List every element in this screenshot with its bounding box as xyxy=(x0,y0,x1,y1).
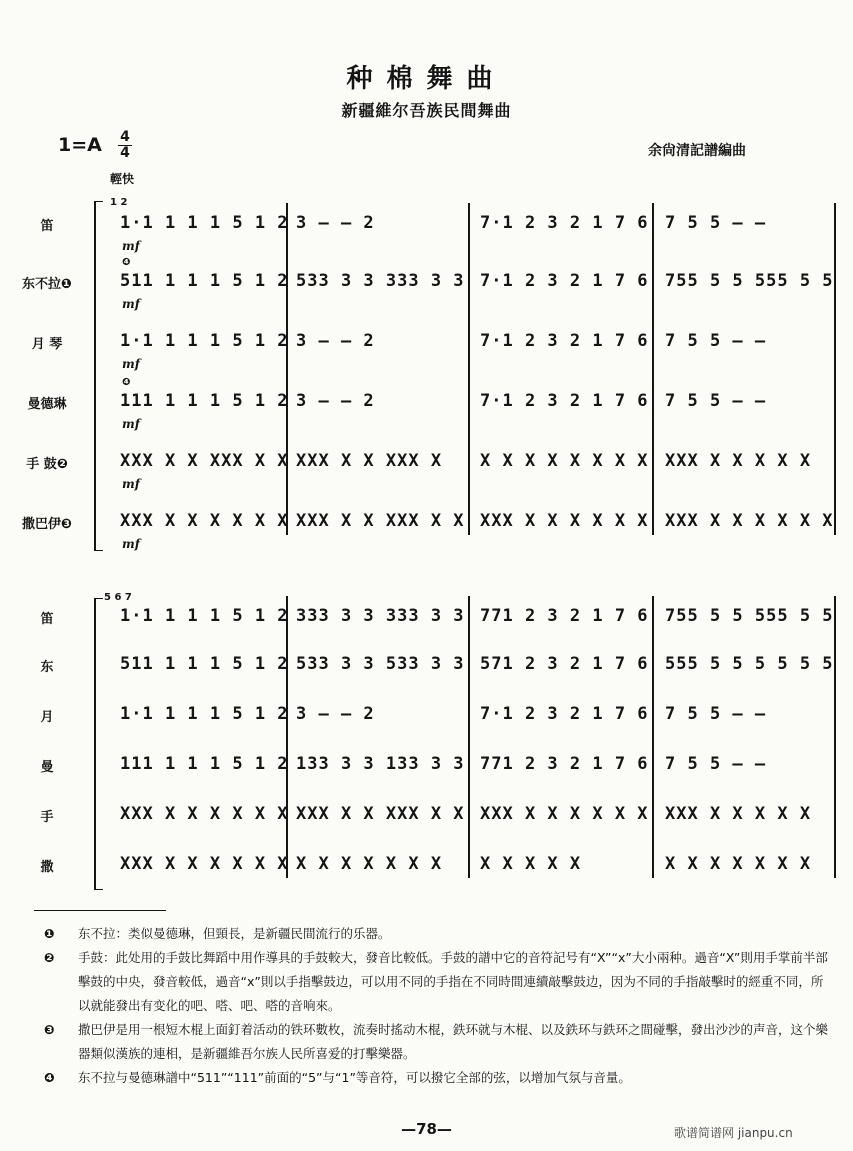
footnote-marker: ❹ xyxy=(122,377,131,388)
rehearsal-mark: 5 6 7 xyxy=(104,592,132,603)
dynamic-marking: mf xyxy=(122,477,140,491)
time-signature xyxy=(118,130,132,161)
footnote-text: 东不拉与曼德琳譜中“511”“111”前面的“5”与“1”等音符，可以撥它全部的弦，以增加气氛与音量。 xyxy=(78,1070,631,1085)
rehearsal-mark: 1 2 xyxy=(110,197,128,208)
measure: 7 5 5 – – xyxy=(665,391,767,411)
instrument-name: 月 xyxy=(40,710,54,725)
measure: X X X X X X X xyxy=(665,854,812,874)
footnote-number: ❷ xyxy=(44,950,55,965)
footnote-text: 东不拉：类似曼德琳，但頸長，是新疆民間流行的乐器。 xyxy=(78,926,391,941)
time-bottom: 4 xyxy=(120,145,130,161)
system-bracket xyxy=(94,598,103,890)
measure: XXX X X XXX X X xyxy=(296,511,465,531)
page-title: 种棉舞曲 xyxy=(346,64,507,94)
measure: 755 5 5 555 5 5 xyxy=(665,606,834,626)
measure: X X X X X xyxy=(480,854,582,874)
measure: 7 5 5 – – xyxy=(665,331,767,351)
footnote-number: ❶ xyxy=(44,926,55,941)
footnote-text: 撒巴伊是用一根短木棍上面釘着活动的铁环數枚，流奏时搖动木棍，鉄环就与木棍、以及鉄环与鉄环之間碰擊，發出沙沙的声音，这个樂器類似漢族的連相，是新疆維吾尔族人民所喜爱的打擊樂器。 xyxy=(78,1022,829,1061)
measure: 7·1 2 3 2 1 7 6 xyxy=(480,271,649,291)
measure: X X X X X X X xyxy=(296,854,443,874)
instrument-name: 手 鼓❷ xyxy=(26,457,68,472)
instrument-name: 笛 xyxy=(40,612,54,627)
measure: XXX X X XXX X X xyxy=(296,804,465,824)
page-subtitle: 新疆維尔吾族民間舞曲 xyxy=(341,101,512,120)
dynamic-marking: mf xyxy=(122,357,140,371)
footnote-marker: ❹ xyxy=(122,257,131,268)
key-signature: 1=A xyxy=(58,134,102,156)
tempo-marking: 輕快 xyxy=(110,172,135,186)
score-system-1 xyxy=(0,195,853,560)
dynamic-marking: mf xyxy=(122,239,140,253)
dynamic-marking: mf xyxy=(122,417,140,431)
measure: 533 3 3 333 3 3 xyxy=(296,271,465,291)
barline xyxy=(652,203,654,535)
measure: XXX X X X X X X xyxy=(480,511,649,531)
measure: 511 1 1 1 5 1 2 xyxy=(120,271,289,291)
measure: 755 5 5 555 5 5 xyxy=(665,271,834,291)
footnote-item xyxy=(44,922,834,946)
barline xyxy=(652,596,654,878)
footnote-number: ❸ xyxy=(44,1022,55,1037)
measure: 3 – – 2 xyxy=(296,704,375,724)
measure: 7·1 2 3 2 1 7 6 xyxy=(480,213,649,233)
barline xyxy=(286,203,288,535)
footnote-item xyxy=(44,1018,834,1066)
composer-credit: 余尙清記譜編曲 xyxy=(648,143,746,159)
footnote-number: ❹ xyxy=(44,1070,55,1085)
instrument-name: 东 xyxy=(40,660,54,675)
measure: 7 5 5 – – xyxy=(665,704,767,724)
measure: 511 1 1 1 5 1 2 xyxy=(120,654,289,674)
measure: XXX X X X X X xyxy=(665,451,812,471)
measure: 771 2 3 2 1 7 6 xyxy=(480,754,649,774)
measure: XXX X X XXX X X xyxy=(120,451,289,471)
dynamic-marking: mf xyxy=(122,537,140,551)
measure: XXX X X X X X X xyxy=(120,854,289,874)
measure: XXX X X X X X X xyxy=(120,804,289,824)
measure: 3 – – 2 xyxy=(296,331,375,351)
footnote-item xyxy=(44,946,834,1018)
footnote-item xyxy=(44,1066,834,1090)
measure: 3 – – 2 xyxy=(296,391,375,411)
instrument-name: 撒 xyxy=(40,860,54,875)
measure: 1·1 1 1 1 5 1 2 xyxy=(120,213,289,233)
measure: XXX X X XXX X xyxy=(296,451,443,471)
instrument-name: 月 琴 xyxy=(31,337,63,352)
measure: 7·1 2 3 2 1 7 6 xyxy=(480,331,649,351)
measure: 3 – – 2 xyxy=(296,213,375,233)
measure: 533 3 3 533 3 3 xyxy=(296,654,465,674)
measure: XXX X X X X X X xyxy=(665,511,834,531)
measure: 771 2 3 2 1 7 6 xyxy=(480,606,649,626)
time-top: 4 xyxy=(120,129,130,145)
measure: 555 5 5 5 5 5 5 xyxy=(665,654,834,674)
measure: 111 1 1 1 5 1 2 xyxy=(120,754,289,774)
barline xyxy=(468,596,470,878)
dynamic-marking: mf xyxy=(122,297,140,311)
instrument-name: 撒巴伊❸ xyxy=(21,517,72,532)
score-system-2 xyxy=(0,592,853,897)
measure: 133 3 3 133 3 3 xyxy=(296,754,465,774)
barline xyxy=(286,596,288,878)
measure: 1·1 1 1 1 5 1 2 xyxy=(120,606,289,626)
measure: 571 2 3 2 1 7 6 xyxy=(480,654,649,674)
measure: 333 3 3 333 3 3 xyxy=(296,606,465,626)
measure: 1·1 1 1 1 5 1 2 xyxy=(120,331,289,351)
measure: 7 5 5 – – xyxy=(665,754,767,774)
measure: XXX X X X X X X xyxy=(480,804,649,824)
measure: 111 1 1 1 5 1 2 xyxy=(120,391,289,411)
instrument-name: 曼德琳 xyxy=(27,397,67,412)
measure: XXX X X X X X X xyxy=(120,511,289,531)
instrument-name: 手 xyxy=(40,810,54,825)
footnote-text: 手鼓：此处用的手鼓比舞蹈中用作導具的手鼓較大，發音比較低。手鼓的譜中它的音符記号有“X”“x”大小兩种。過音“X”則用手掌前半部擊鼓的中央，發音較低，過音“x”則以手指擊鼓边，可以用不同的手指在不同時間連續敲擊鼓边，因为不同的手指敲擊时的經重不同，所以就能發出有变化的吧、嗒、吧、嗒的音响來。 xyxy=(78,950,828,1013)
watermark: 歌谱简谱网 jianpu.cn xyxy=(674,1126,793,1140)
instrument-name: 东不拉❶ xyxy=(21,277,72,292)
measure: XXX X X X X X xyxy=(665,804,812,824)
instrument-name: 曼 xyxy=(40,760,54,775)
measure: 1·1 1 1 1 5 1 2 xyxy=(120,704,289,724)
system-bracket xyxy=(94,201,103,551)
measure: 7 5 5 – – xyxy=(665,213,767,233)
measure: X X X X X X X X xyxy=(480,451,649,471)
measure: 7·1 2 3 2 1 7 6 xyxy=(480,391,649,411)
footnote-rule xyxy=(34,910,166,911)
instrument-name: 笛 xyxy=(40,219,54,234)
measure: 7·1 2 3 2 1 7 6 xyxy=(480,704,649,724)
barline xyxy=(834,203,836,535)
barline xyxy=(468,203,470,535)
page-number: —78— xyxy=(401,1120,452,1138)
footnotes xyxy=(44,922,834,1090)
barline xyxy=(834,596,836,878)
